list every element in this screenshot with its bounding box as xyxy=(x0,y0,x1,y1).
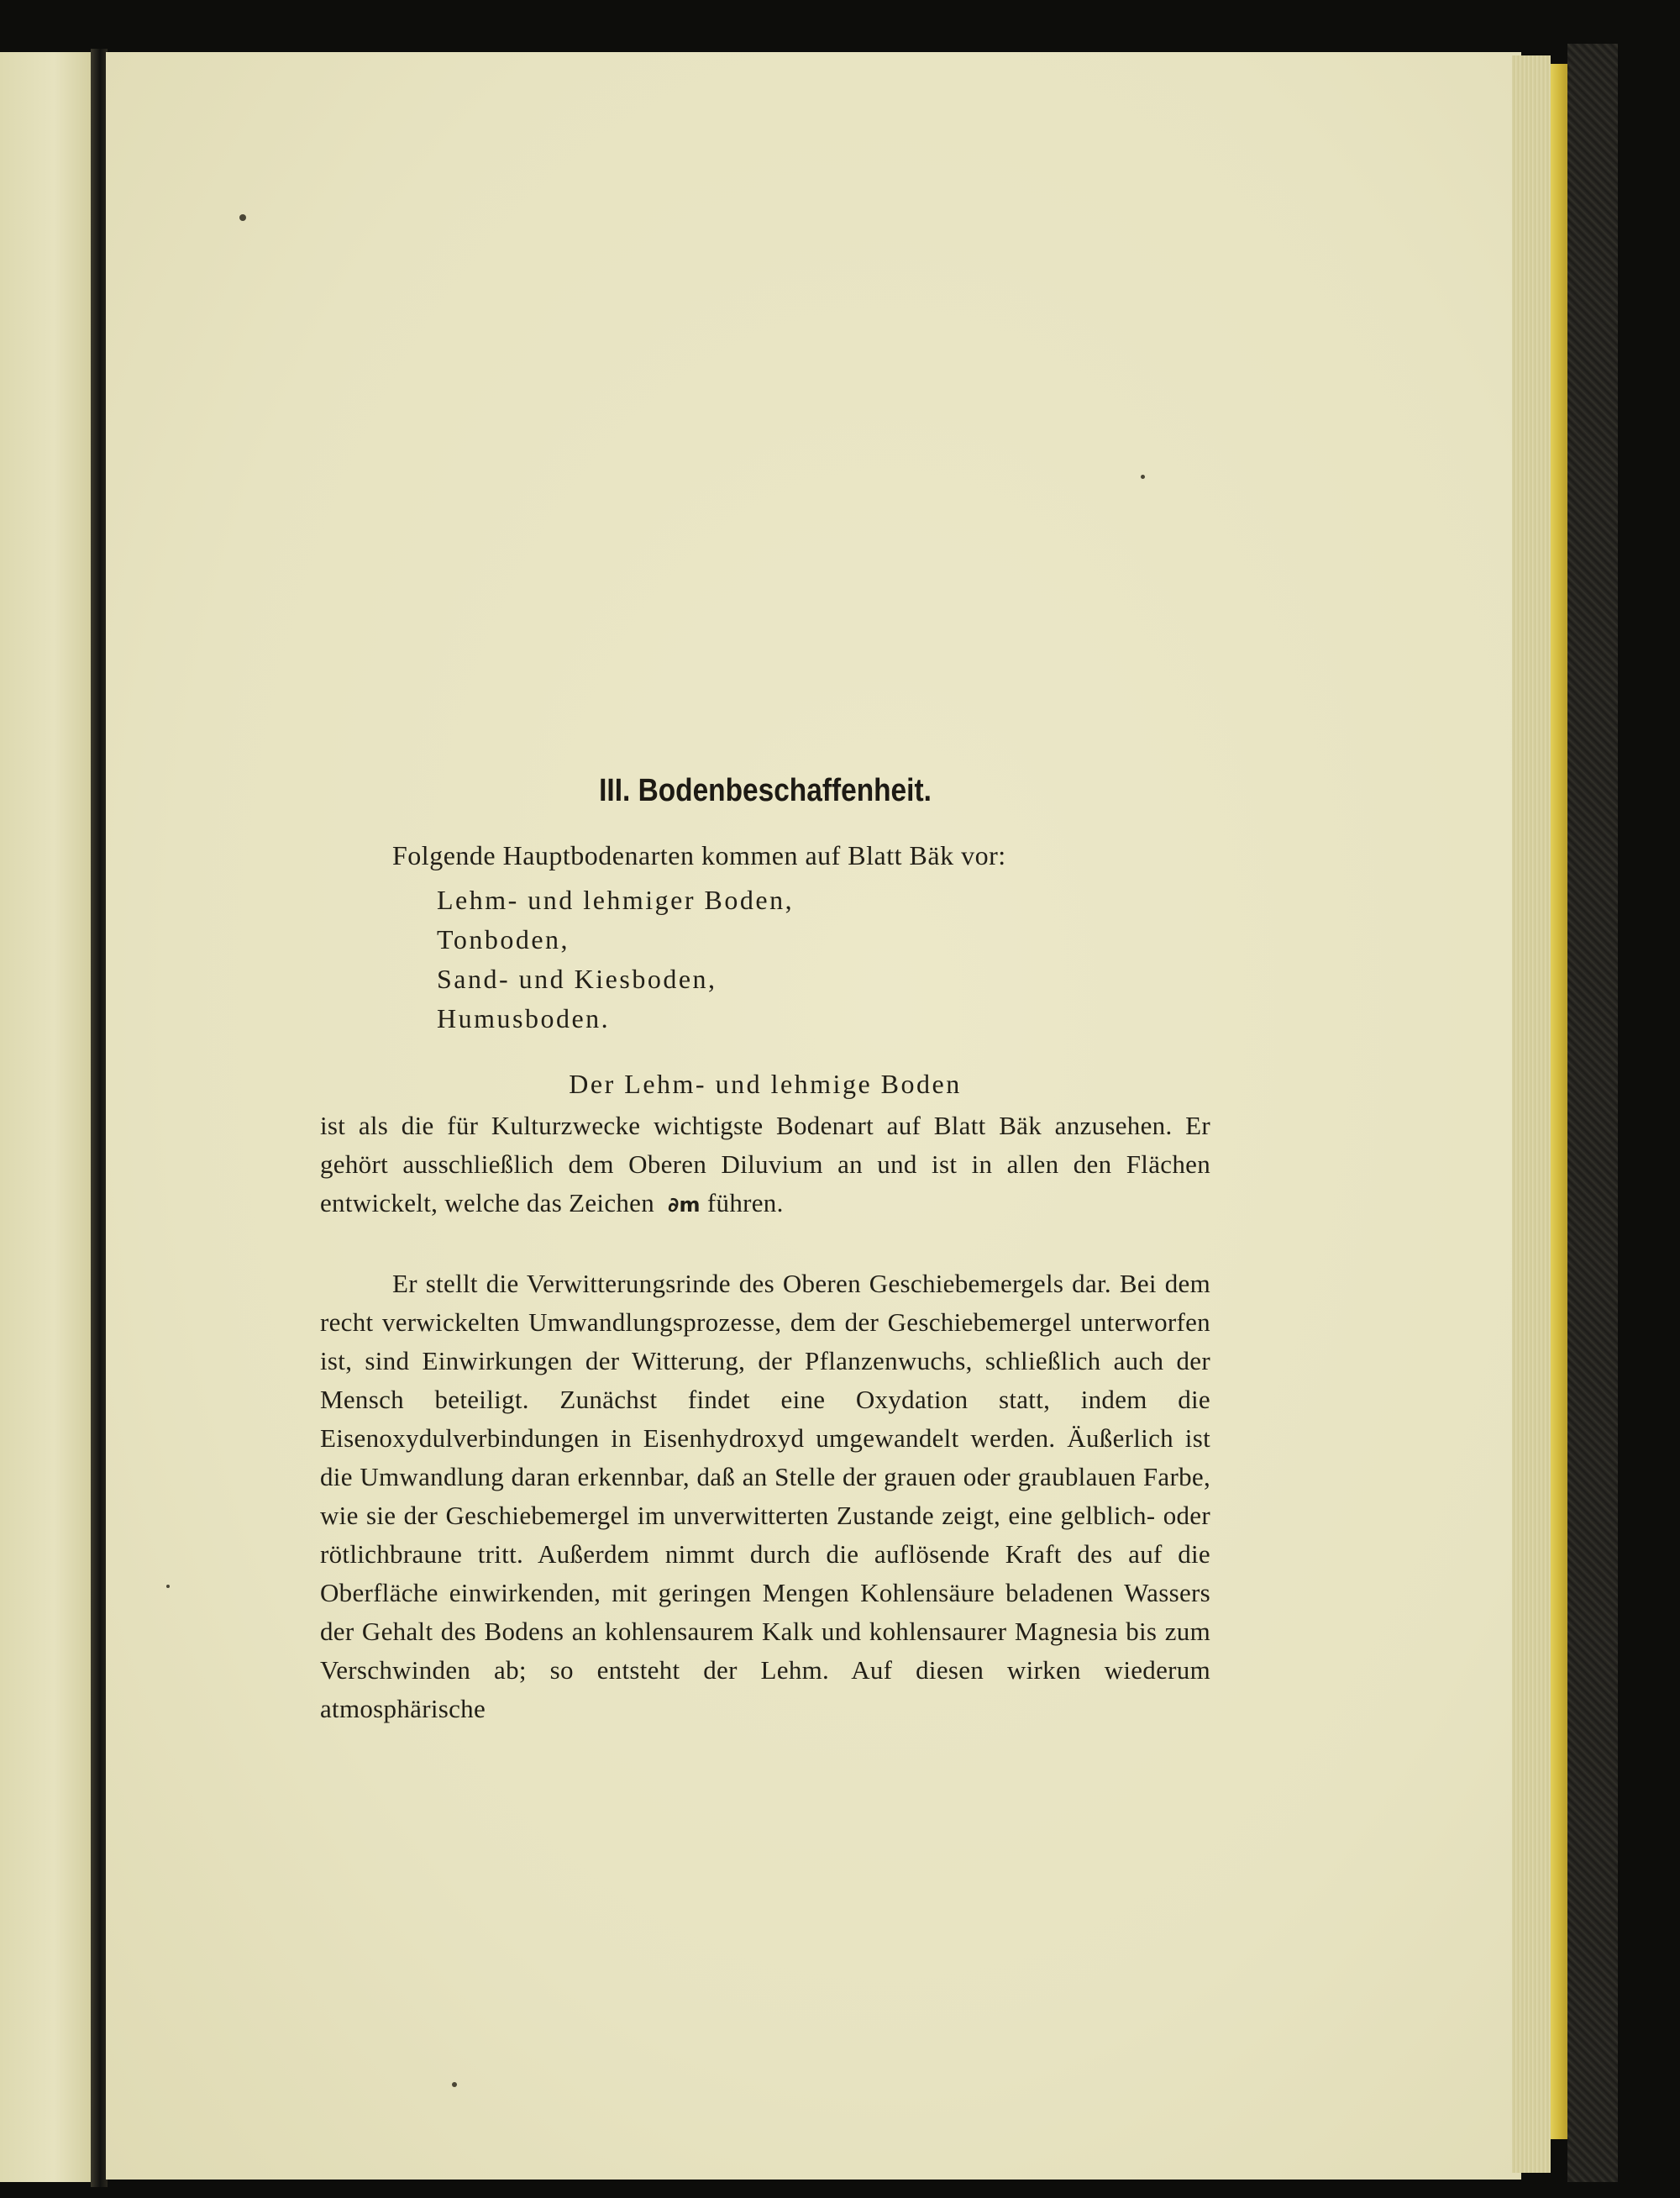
soil-type-item: Humusboden. xyxy=(437,1003,611,1033)
paper-speck xyxy=(166,1585,170,1588)
paper-speck xyxy=(1141,475,1145,479)
soil-type-item: Lehm- und lehmiger Boden, xyxy=(437,885,795,915)
intro-sentence: Folgende Hauptbodenarten kommen auf Blatt Bäk vor: xyxy=(392,840,1006,870)
chapter-heading: III. Bodenbeschaffenheit. xyxy=(599,773,932,808)
paragraph-2: Er stellt die Verwitterungsrinde des Oberen Geschiebemergels dar. Bei dem recht verwickelten Umwandlungsprozesse, dem der Geschiebemergel unterworfen ist, sind Einwirkungen der Witterung, der Pflanzenwuchs, schließlich auch der Mensch beteiligt. Zunächst findet eine Oxydation statt, indem die Eisenoxydulverbindungen in Eisenhydroxyd umgewandelt werden. Äußerlich ist die Umwandlung daran erkennbar, daß an Stelle der grauen oder graublauen Farbe, wie sie der Geschiebemergel im unverwitterten Zustande zeigt, eine gelblich- oder rötlichbraune tritt. Außerdem nimmt durch die auflösende Kraft des auf die Oberfläche einwirkenden, mit geringen Mengen Kohlensäure beladenen Wassers der Gehalt des Bodens an kohlensaurem Kalk und kohlensaurer Magnesia bis zum Verschwinden ab; so entsteht der Lehm. Auf diesen wirken wiederum atmosphärische xyxy=(320,1269,1210,1723)
paragraph-1-text: ist als die für Kulturzwecke wichtigste Bodenart auf Blatt Bäk anzusehen. Er gehört ausschließlich dem Oberen Diluvium an und ist in allen den Flächen entwickelt, welche das Zeichen xyxy=(320,1111,1210,1217)
page-block-edges xyxy=(1512,55,1551,2173)
gilt-edge xyxy=(1551,64,1567,2139)
paragraph-1 xyxy=(320,1107,1210,1224)
section-title: Der Lehm- und lehmige Boden xyxy=(569,1069,962,1099)
soil-type-item: Sand- und Kiesboden, xyxy=(437,964,717,994)
paper-speck xyxy=(452,2082,457,2087)
soil-type-list xyxy=(437,881,794,1039)
previous-page-edge xyxy=(0,52,91,2182)
paper-speck xyxy=(239,214,246,221)
book-cover-board xyxy=(1567,44,1618,2182)
paragraph-1-end: führen. xyxy=(706,1188,784,1217)
book-gutter xyxy=(91,49,108,2187)
map-symbol: ∂m xyxy=(668,1193,701,1217)
soil-type-item: Tonboden, xyxy=(437,924,570,954)
